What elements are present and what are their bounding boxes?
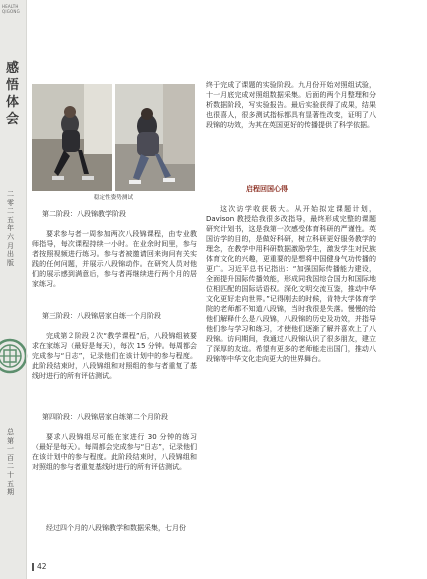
- left-paragraph-3: 要求八段锦组尽可能在家进行 30 分钟的练习（最好是每天）。每周都会完成参与“日志”，记录他们在该计划中的参与程度。此阶段结束时，八段锦组和对照组的参与者重复基线时进行的所有评估测试。: [32, 433, 197, 471]
- page-number: 42: [37, 562, 47, 571]
- brand-line-1: HEALTH: [2, 4, 19, 9]
- right-paragraph-1: 终于完成了课题的实验阶段。九月份开始对照组试验，十一月底完成对照组数据采集。后面的两个月整理和分析数据阶段，写实验报告。最后实验获得了成果，结果也很喜人，很多测试指标都具有显著性改变，证明了八段锦的功效，为其在英国更好的传播提供了科学依据。: [206, 81, 376, 129]
- magazine-brand: [2, 4, 28, 14]
- stage2-heading: 第二阶段：八段锦教学阶段: [42, 210, 126, 218]
- page-number-bar: [32, 563, 34, 571]
- left-paragraph-4: 经过四个月的八段锦教学和数据采集，七月份: [46, 524, 186, 532]
- photo-strip: [32, 84, 195, 191]
- left-paragraph-2: 完成第２阶段２次“教学课程”后，八段锦组被要求在家练习（最好是每天），每次 15 分钟。每周都会完成参与“日志”，记录他们在该计划中的参与程度。此阶段结束时，八段锦组和对照组的参与者重复了基线时进行的所有评估测试。: [32, 332, 197, 380]
- photo-caption: 稳定性姿势测试: [93, 195, 134, 201]
- sidebar-divider: [26, 0, 27, 579]
- photo-squat-2: [115, 84, 195, 191]
- sidebar: [0, 0, 26, 579]
- issue-number: 总第一百二十五期: [7, 428, 14, 497]
- left-paragraph-1: 要求参与者一周参加两次八段锦课程，由专业教师指导，每次课程持续一小时。在业余时间里，参与者按照视频进行练习。参与者被邀请回来询问有关实践的任何问题，并展示八段锦动作。在研究人员对他们的展示感到满意后，参与者再继续进行两个月的居家练习。: [32, 230, 197, 288]
- issue-date: 二零二五年六月出版: [7, 190, 14, 267]
- brand-line-2: QIGONG: [2, 9, 20, 14]
- stage4-heading: 第四阶段：八段锦居家自练第二个月阶段: [42, 413, 168, 421]
- section-title: 感悟体会: [6, 61, 20, 127]
- stage3-heading: 第三阶段：八段锦居家自练一个月阶段: [42, 312, 161, 320]
- right-paragraph-2: 这次访学收获极大。从开始拟定课题计划，Davison 教授给我很多改指导，最终形成完整的课题研究计划书，这是我第一次感受体育科研的严谨性。英国访学的目的，是做好科研，树立科研更好服务教学的理念，在教学中用科研数据激励学生，激发学生对民族体育文化的兴趣，更重要的是想将中国健身气功传播的更广。习近平总书记指出：“加强国际传播能力建设，全面提升国际传播效能，形成同我国综合国力和国际地位相匹配的国际话语权。深化文明交流互鉴，推动中华文化更好走向世界。”记得刚去的时候，肯特大学体育学院的老师都不知道八段锦，当时我很是失落。慢慢的给他们解释什么是八段锦，八段锦的历史及功效，并指导他们参与学习和练习，才使他们逐渐了解并喜欢上了八段锦。访问期间，我通过八段锦认识了很多朋友，建立了深厚的友谊。希望有更多的老师能走出国门，推动八段锦等中华文化走向更大的世界舞台。: [206, 205, 376, 363]
- photo-squat-1: [32, 84, 112, 191]
- return-reflection-heading: 启程回国心得: [246, 185, 288, 193]
